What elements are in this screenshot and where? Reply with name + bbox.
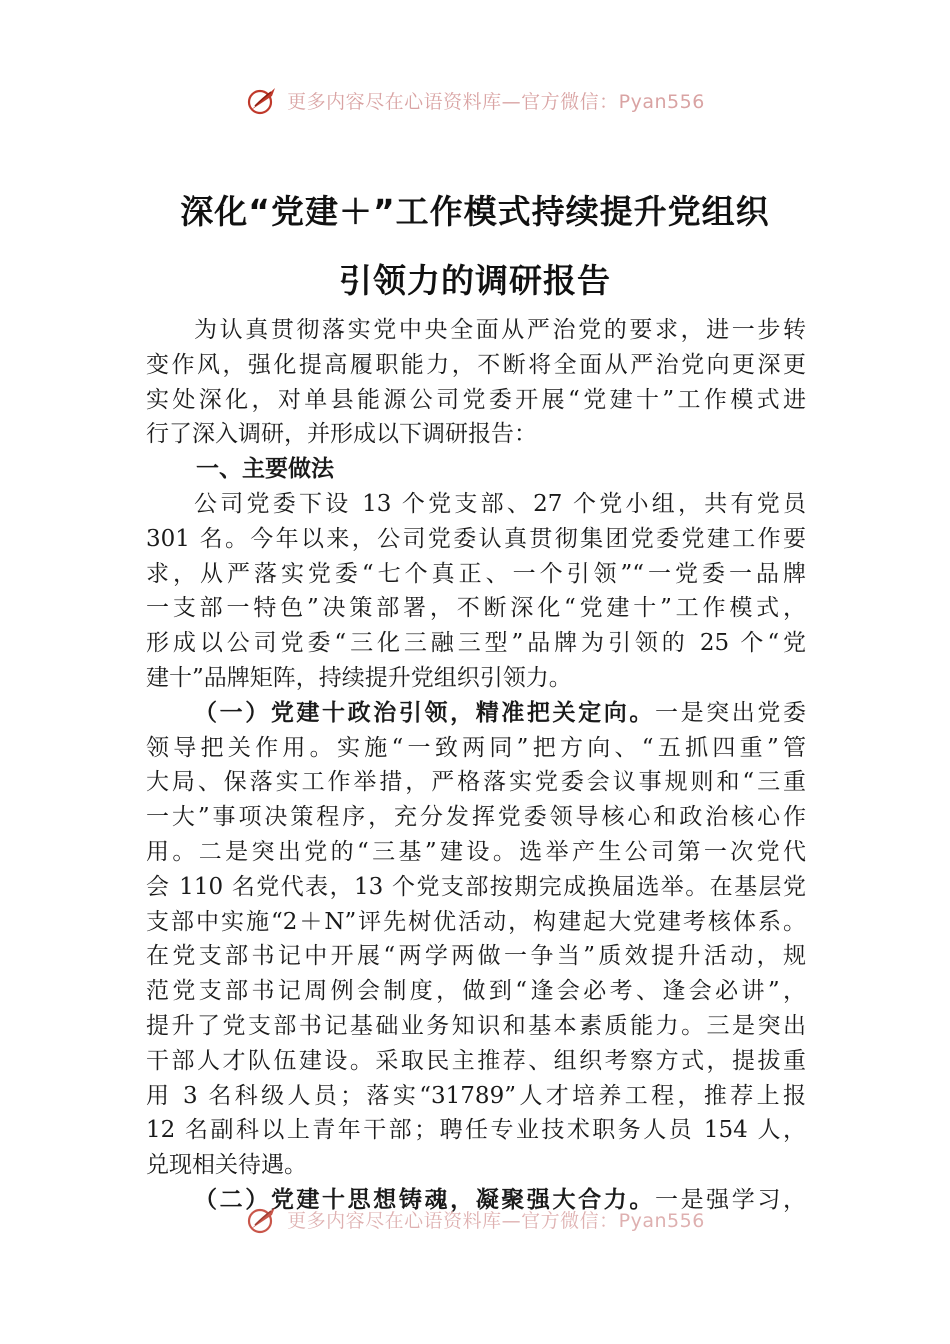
body-line: 形成以公司党委“三化三融三型”品牌为引领的 25 个“党 [146,630,806,657]
quill-logo-icon [245,84,281,116]
body-text: 一是强学习， [654,1186,807,1213]
footer-watermark [0,1203,950,1235]
body-line: 在党支部书记中开展“两学两做一争当”质效提升活动，规 [146,943,806,970]
body-line: 兑现相关待遇。 [146,1152,307,1179]
body-line [146,696,806,731]
body-line: 为认真贯彻落实党中央全面从严治党的要求，进一步转 [194,317,806,343]
body-line: 建十”品牌矩阵，持续提升党组织引领力。 [146,664,572,691]
body-line: 提升了党支部书记基础业务知识和基本素质能力。三是突出 [146,1012,806,1039]
body-line: 领导把关作用。实施“一致两同”把方向、“五抓四重”管 [146,734,806,761]
body-line: 公司党委下设 13 个党支部、27 个党小组，共有党员 [194,490,806,517]
body-line: 大局、保落实工作举措，严格落实党委会议事规则和“三重 [146,769,806,796]
watermark-text: 更多内容尽在心语资料库—官方微信：Pyan556 [287,1209,705,1232]
subsection-heading: （二）党建十思想铸魂，凝聚强大合力。 [194,1186,655,1213]
document-title-line-1: 深化“党建＋”工作模式持续提升党组织 [180,192,770,231]
body-line: 12 名副科以上青年干部；聘任专业技术职务人员 154 人， [146,1117,806,1144]
body-line: 一支部一特色”决策部署，不断深化“党建十”工作模式， [146,595,806,622]
document-title-line-2: 引领力的调研报告 [339,261,611,300]
body-line: 支部中实施“2＋N”评先树优活动，构建起大党建考核体系。 [146,908,806,935]
document-body [146,313,806,1218]
body-line: 一大”事项决策程序，充分发挥党委领导核心和政治核心作 [146,804,806,831]
section-heading: 一、主要做法 [196,456,334,483]
body-line: 实处深化，对单县能源公司党委开展“党建十”工作模式进 [146,386,806,413]
body-line: 变作风，强化提高履职能力，不断将全面从严治党向更深更 [146,351,806,378]
body-line: 会 110 名党代表，13 个党支部按期完成换届选举。在基层党 [146,873,806,900]
header-watermark [0,84,950,116]
body-line: 求，从严落实党委“七个真正、一个引领”“一党委一品牌 [146,560,806,587]
body-line: 用 3 名科级人员；落实“31789”人才培养工程，推荐上报 [146,1082,806,1109]
body-line: 301 名。今年以来，公司党委认真贯彻集团党委党建工作要 [146,525,806,552]
body-line: 行了深入调研，并形成以下调研报告： [146,421,537,448]
body-line: 范党支部书记周例会制度，做到“逢会必考、逢会必讲”， [146,978,806,1005]
body-line: 干部人才队伍建设。采取民主推荐、组织考察方式，提拔重 [146,1047,806,1074]
watermark-text: 更多内容尽在心语资料库—官方微信：Pyan556 [287,90,705,113]
quill-logo-icon [245,1203,281,1235]
body-line: 用。二是突出党的“三基”建设。选举产生公司第一次党代 [146,838,806,865]
body-text: 一是突出党委 [654,699,807,726]
subsection-heading: （一）党建十政治引领，精准把关定向。 [194,699,655,726]
